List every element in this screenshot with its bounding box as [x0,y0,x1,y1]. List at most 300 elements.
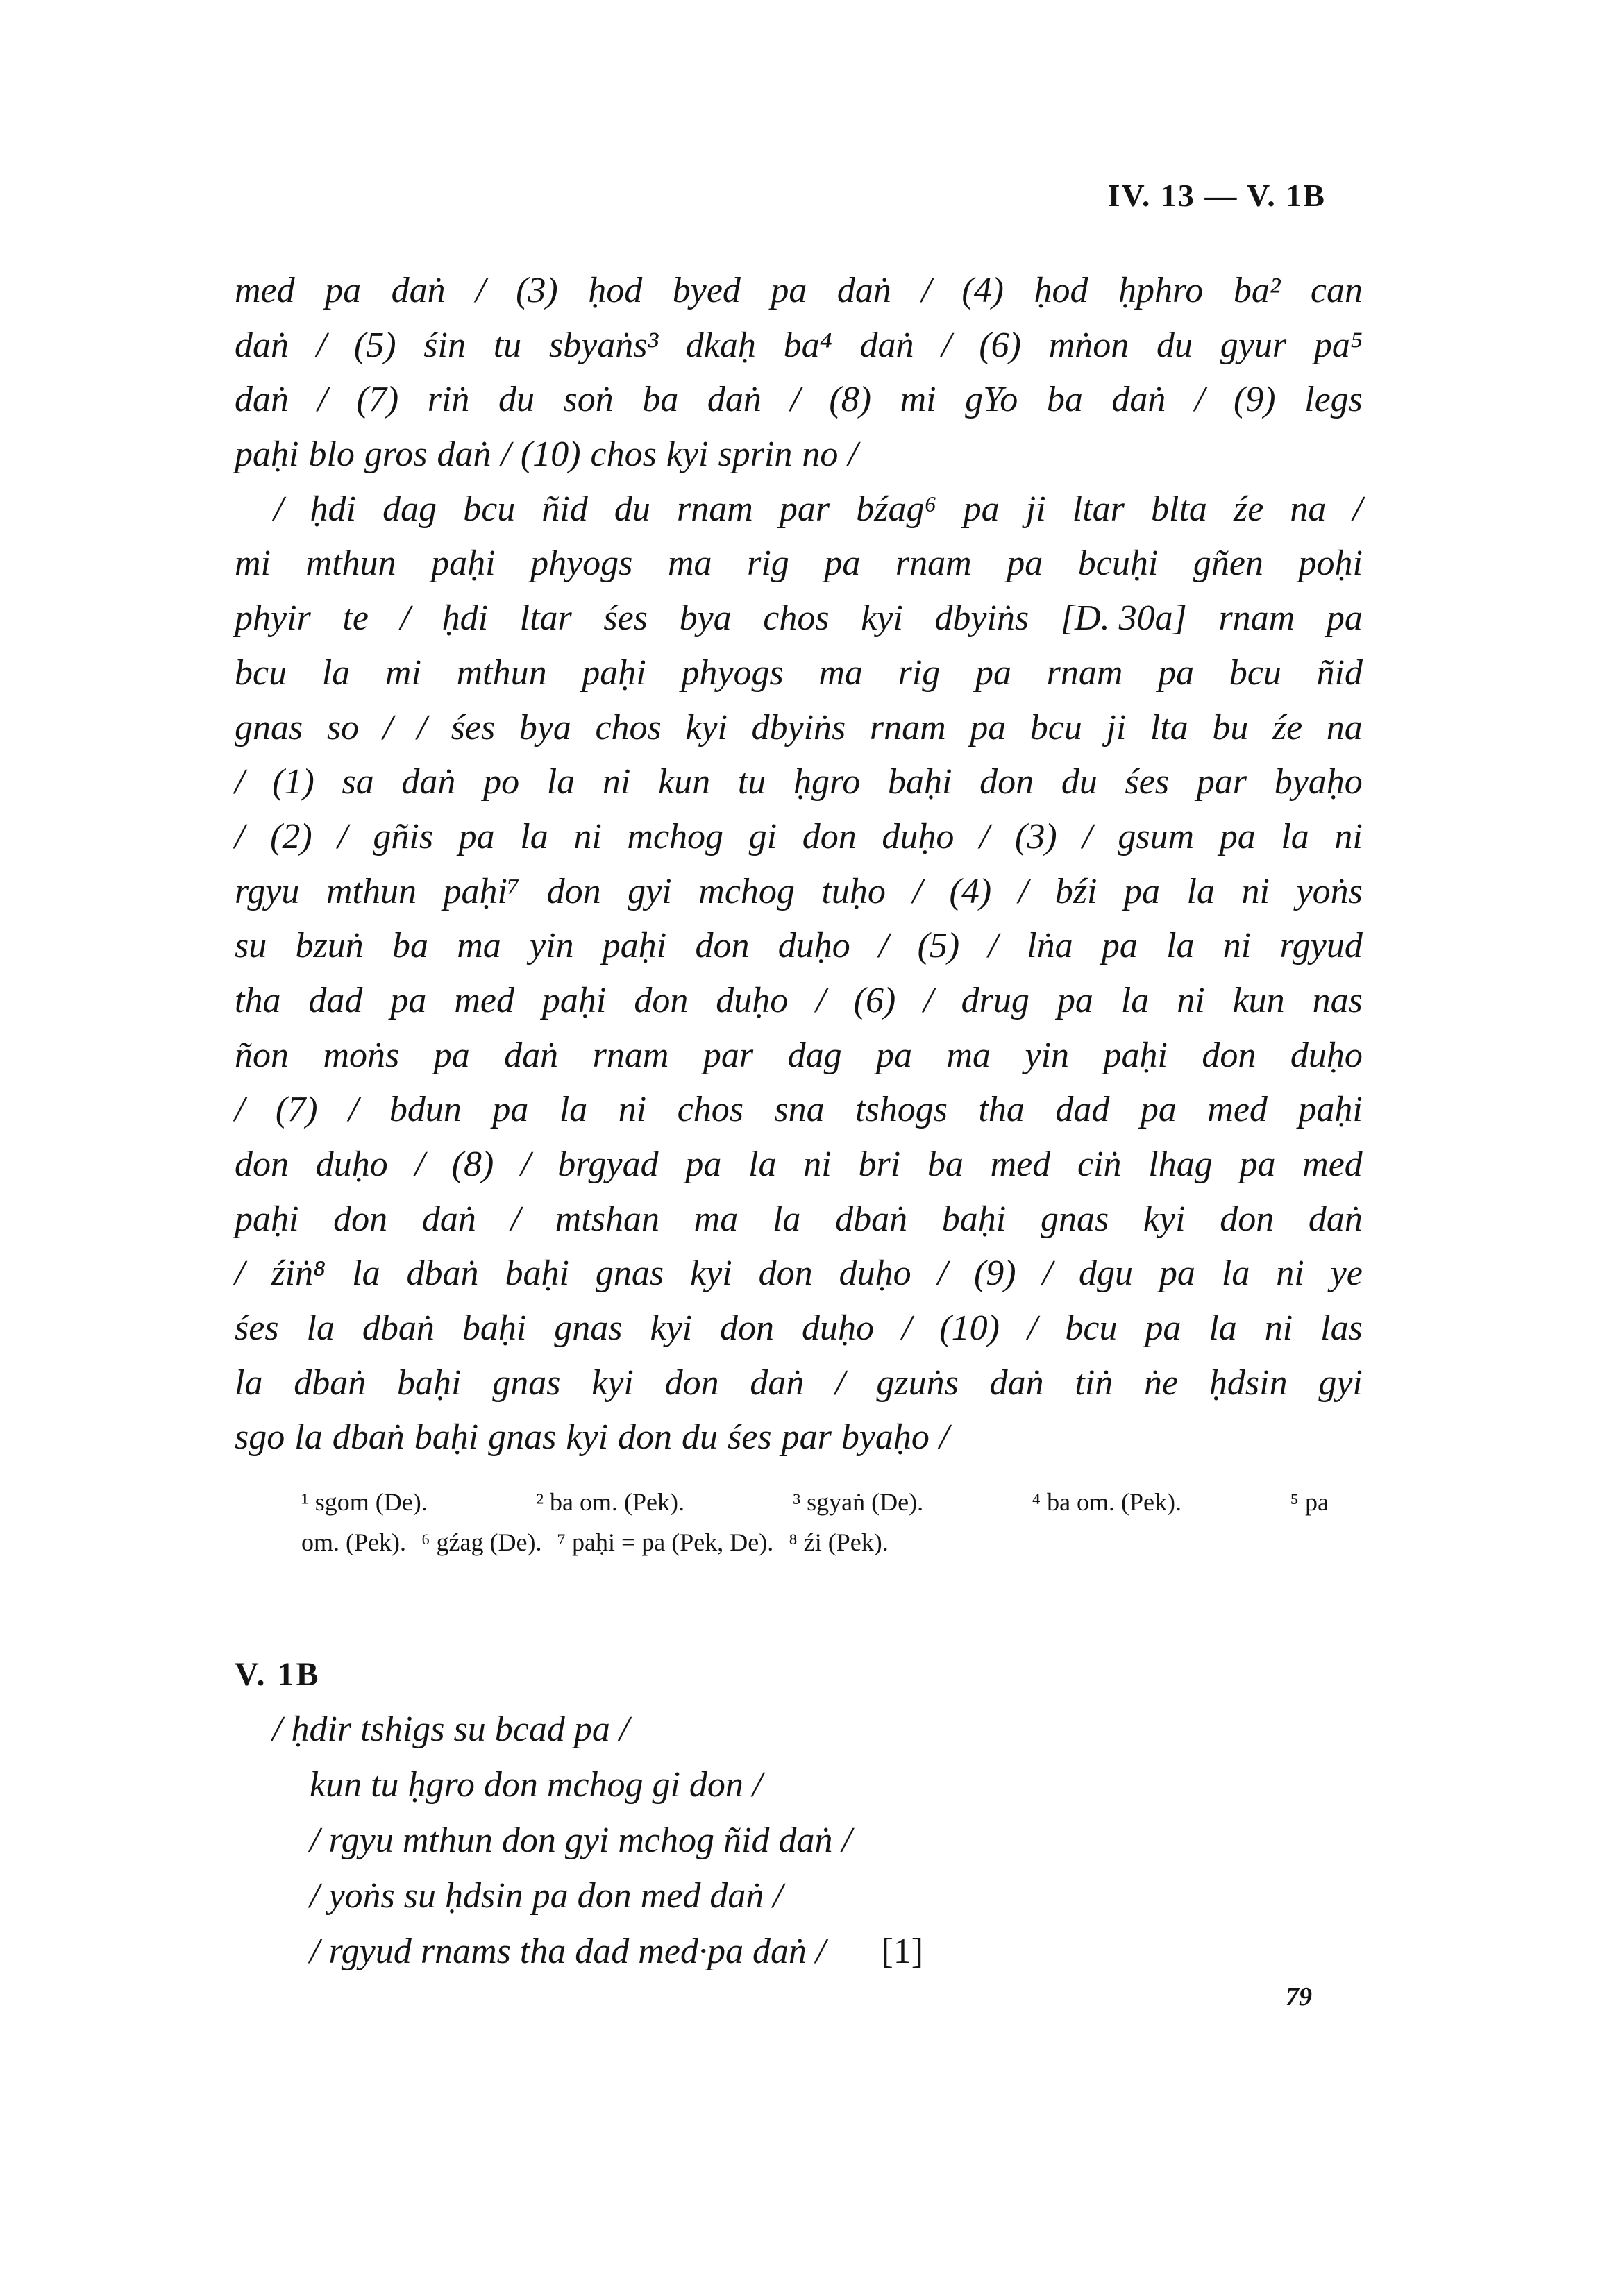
word: pa [390,980,427,1020]
word: (6) [853,980,896,1020]
word: la [772,1199,801,1239]
footnote: ³ sgyaṅ (De). [793,1488,924,1516]
word: gsum [1118,816,1195,856]
word: dgu [1078,1253,1133,1294]
word: / [923,980,934,1020]
word: rig [747,543,789,584]
word: daṅ [859,325,914,365]
text-line [235,810,1363,865]
word: du [682,1417,718,1458]
word: don [546,871,601,911]
word: (7) [356,380,399,420]
word: ma [693,1199,739,1239]
word: gYo [965,380,1018,420]
word: bya [679,598,732,639]
footnote: ⁵ pa [1290,1488,1329,1516]
word: par [779,489,830,529]
word: rnam [869,707,946,748]
word: / [979,816,990,856]
word: pa [1239,1145,1276,1184]
word: paḥi [235,1199,299,1239]
word: soṅ [563,380,614,420]
word: ltar [1072,489,1125,529]
word: dbaṅ [294,1362,367,1403]
word: kyi [566,1417,609,1458]
word: gyi [1318,1362,1363,1403]
word: śes [235,1308,279,1349]
word: pa⁵ [1313,325,1363,365]
word: baḥi [396,1362,462,1403]
page-number: 79 [1286,1982,1312,2011]
word: ñid [1316,652,1363,693]
word: (5) [353,325,396,365]
text-line [235,264,1363,319]
word: ba [392,926,428,966]
text-line [235,974,1363,1029]
word: ḥdi [310,489,356,529]
word: mthun [456,652,547,693]
word: pa [1007,543,1043,584]
word: / [1194,380,1205,420]
word: la [1166,926,1195,966]
word: gnas [595,1253,664,1294]
word: duḥo [839,1253,911,1294]
word: / [790,380,800,420]
word: (1) [272,762,314,802]
word: / [235,1090,245,1130]
word: na [1290,489,1327,529]
word: rnam [1046,652,1123,693]
word: duḥo [315,1145,388,1184]
word: / [476,271,486,310]
word: yin [1025,1035,1070,1075]
word: bźi [1054,871,1098,911]
word: ni [1264,1308,1293,1349]
word: ḥphro [1118,271,1204,310]
word: paḥi [1298,1090,1363,1130]
word: pa [824,543,861,584]
word: / [510,1199,521,1239]
word: kyi [591,1362,634,1403]
word: gñis [373,816,434,856]
word: mi [900,380,936,420]
word: don [720,1308,775,1349]
word: ñid [541,489,588,529]
word: bya [519,707,571,748]
word: bcu [463,489,516,529]
word: / [1042,1253,1053,1294]
word: duḥo [777,926,850,966]
footnote: ⁴ ba om. (Pek). [1032,1488,1182,1516]
main-text [235,264,1363,1465]
word: blta [1151,489,1207,529]
word: ba [927,1145,964,1184]
word: gzuṅs [876,1362,959,1403]
word: ni [1177,980,1205,1020]
word: pa [771,271,807,310]
word: du [1157,325,1193,365]
word: lṅa [1027,926,1073,966]
word: mṅon [1048,325,1129,365]
word: daṅ [750,1362,805,1403]
word: sgo [235,1417,285,1458]
word: mchog [698,871,795,911]
word: la [1120,980,1150,1020]
word: duḥo [802,1308,874,1349]
verse-line [272,1924,1313,1980]
word: gñen [1193,543,1263,584]
word: la [352,1253,380,1294]
footnotes [301,1482,1329,1562]
word: daṅ [421,1199,476,1239]
word: bcuḥi [1077,543,1159,584]
text-line [235,1356,1363,1411]
word: daṅ [235,380,289,420]
word: par [781,1417,832,1458]
word: pa [1123,871,1160,911]
word: / [316,325,327,365]
word: / [501,434,511,475]
text-line [235,373,1363,428]
word: ni [1276,1253,1304,1294]
word: ḥod [588,271,643,310]
word: su [235,926,267,966]
word: chos [590,434,657,475]
word: gnas [492,1362,561,1403]
word: baḥi [505,1253,569,1294]
word: la [306,1308,335,1349]
word: tha [978,1090,1025,1130]
text-line [235,919,1363,974]
word: la [1186,871,1215,911]
text-line [235,319,1363,373]
word: tu [493,325,522,365]
word: la [294,1417,323,1458]
word: par [703,1035,754,1075]
word: / [400,598,410,639]
word: don [634,980,689,1020]
word: daṅ [1308,1199,1363,1239]
word: yin [530,926,574,966]
word: lhag [1148,1145,1213,1184]
word: / [1018,871,1029,911]
text-line [235,701,1363,756]
word: kyi [861,598,903,639]
word: chos [595,707,662,748]
word: la [1221,1253,1250,1294]
word: rig [898,652,941,693]
word: paḥi [582,652,646,693]
text-line [235,865,1363,920]
word: pa [1219,816,1256,856]
verse-reference: [1] [881,1932,924,1971]
word: brgyad [557,1145,659,1184]
word: (2) [270,816,312,856]
word: byaḥo [841,1417,930,1458]
word: gi [748,816,777,856]
word: (8) [829,380,872,420]
word: pa [1140,1090,1177,1130]
word: las [1320,1308,1363,1349]
word: don [618,1417,673,1458]
word: (3) [1015,816,1057,856]
word: [D. 30a] [1060,598,1187,639]
word: rgyud [1279,926,1363,966]
word: du [498,380,535,420]
word: med [990,1145,1051,1184]
word: bdun [389,1090,462,1130]
word: dag [382,489,437,529]
text-line [235,428,1363,482]
word: pa [963,489,1000,529]
verse-line: / rgyu mthun don gyi mchog ñid daṅ / [310,1821,852,1860]
word: / [1027,1308,1038,1349]
word: gnas [554,1308,623,1349]
text-line [235,646,1363,701]
word: kyi [1143,1199,1186,1239]
word: / [337,816,348,856]
word: mi [235,543,271,584]
word: par [1196,762,1247,802]
word: don [1220,1199,1275,1239]
word: ba [642,380,679,420]
word: (9) [1233,380,1276,420]
word: ni [602,762,631,802]
word: / [274,489,284,529]
word: byaḥo [1274,762,1363,802]
word: du [1061,762,1098,802]
word: pa [975,652,1011,693]
word: daṅ [401,762,456,802]
word: sprin [718,434,793,475]
word: tuḥo [821,871,886,911]
word: paḥi [235,434,299,475]
word: tiṅ [1075,1362,1113,1403]
word: don [333,1199,388,1239]
word: poḥi [1298,543,1363,584]
word: dbaṅ [835,1199,908,1239]
word: gnas [235,707,303,748]
word: pa [492,1090,529,1130]
word: bri [858,1145,901,1184]
word: gyi [628,871,672,911]
word: ḥod [1034,271,1088,310]
section-title: V. 1B [235,1656,321,1693]
text-line [235,482,1363,537]
word: paḥi [431,543,496,584]
word: śes [728,1417,772,1458]
word: baḥi [887,762,952,802]
word: ltar [519,598,572,639]
word: (3) [516,271,558,310]
word: dad [1055,1090,1110,1130]
footnote-line [301,1482,1329,1522]
word: daṅ [235,325,289,365]
text-line [235,591,1363,646]
word: ḥgro [793,762,861,802]
word: so [326,707,360,748]
word: kun [1232,980,1285,1020]
word: don [664,1362,719,1403]
word: na [1326,707,1363,748]
word: kyi [650,1308,693,1349]
word: sbyaṅs³ [548,325,659,365]
word: med [1302,1145,1363,1184]
word: śes [1125,762,1170,802]
word: la [559,1090,588,1130]
word: kyi [685,707,728,748]
word: don [758,1253,813,1294]
word: / [988,926,998,966]
word: no [802,434,839,475]
word: daṅ [437,434,491,475]
word: pa [685,1145,722,1184]
word: don [695,926,750,966]
text-line [235,1083,1363,1138]
word: la [321,652,351,693]
verse-block [272,1702,1313,1980]
word: ji [1106,707,1127,748]
word: / [235,762,245,802]
word: la [235,1362,263,1403]
word: daṅ [836,271,891,310]
word: ni [618,1090,647,1130]
word: dbyiṅs [934,598,1029,639]
word: ñon [235,1035,289,1075]
word: byed [672,271,741,310]
word: ma [457,926,501,966]
word: dkaḥ [685,325,756,365]
word: riṅ [427,380,470,420]
word: (4) [961,271,1004,310]
word: gnas [1040,1199,1109,1239]
word: moṅs [323,1035,400,1075]
text-line [235,1301,1363,1356]
word: phyir [235,598,311,639]
word: / [878,926,889,966]
word: mthun [326,871,417,911]
word: kyi [690,1253,732,1294]
word: duḥo [1290,1035,1363,1075]
word: tu [737,762,766,802]
word: bźag⁶ [856,489,937,529]
word: dbyiṅs [751,707,846,748]
word: rnam [592,1035,669,1075]
word: bcu [235,652,287,693]
word: la [748,1145,777,1184]
word: / [921,271,932,310]
word: can [1310,271,1363,310]
word: kyi [666,434,709,475]
word: gros [364,434,428,475]
word: ba² [1233,271,1281,310]
word: du [614,489,650,529]
word: pa [1145,1308,1181,1349]
word: dbaṅ [406,1253,479,1294]
word: baḥi [941,1199,1007,1239]
word: don [235,1145,289,1184]
word: źe [1272,707,1303,748]
word: bu [1212,707,1249,748]
text-line [235,1247,1363,1301]
word: med [454,980,514,1020]
word: (6) [979,325,1021,365]
word: baḥi [462,1308,527,1349]
word: paḥi [541,980,607,1020]
word: po [483,762,520,802]
word: mthun [305,543,396,584]
word: med [235,271,295,310]
word: daṅ [1111,380,1166,420]
word: ni [573,816,602,856]
word: ḥdsin [1209,1362,1288,1403]
word: med [1207,1090,1268,1130]
word: / [1082,816,1093,856]
word: (10) [520,434,581,475]
word: / [417,707,428,748]
word: bcu [1029,707,1082,748]
word: ma [946,1035,991,1075]
footnote: ² ba om. (Pek). [536,1488,684,1516]
word: / [848,434,858,475]
word: ni [1334,816,1363,856]
word: źiṅ⁸ [271,1253,326,1294]
verse-line: / ḥdir tshigs su bcad pa / [272,1710,630,1749]
text-line [235,1029,1363,1083]
word: blo [308,434,355,475]
word: (10) [939,1308,1000,1349]
text-line [235,537,1363,591]
word: dbaṅ [332,1417,405,1458]
text-line [235,1138,1363,1192]
word: pa [1101,926,1138,966]
word: ji [1025,489,1046,529]
word: dad [308,980,363,1020]
word: / [937,1253,948,1294]
word: (5) [917,926,960,966]
verse-line: kun tu ḥgro don mchog gi don / [310,1765,763,1805]
word: (9) [973,1253,1016,1294]
footnote-line [301,1522,1329,1562]
word: / [835,1362,846,1403]
word: pa [433,1035,470,1075]
word: (8) [451,1145,494,1184]
word: śes [603,598,648,639]
word: pa [1057,980,1093,1020]
word: rnam [1218,598,1295,639]
word: / [941,325,952,365]
word: pa [325,271,362,310]
text-line [235,755,1363,810]
footnote: ¹ sgom (De). [301,1488,428,1516]
word: ye [1330,1253,1363,1294]
word: la [520,816,548,856]
word: pa [458,816,495,856]
word: drug [961,980,1029,1020]
word: dbaṅ [362,1308,435,1349]
word: paḥi [1103,1035,1168,1075]
footnote: ⁷ paḥi = pa (Pek, De). [557,1528,774,1556]
word: ni [1241,871,1270,911]
word: (7) [275,1090,318,1130]
word: daṅ [391,271,446,310]
word: te [342,598,369,639]
word: don [1202,1035,1256,1075]
word: daṅ [707,380,762,420]
word: / [235,1253,245,1294]
word: la [1281,816,1309,856]
word: / [521,1145,531,1184]
